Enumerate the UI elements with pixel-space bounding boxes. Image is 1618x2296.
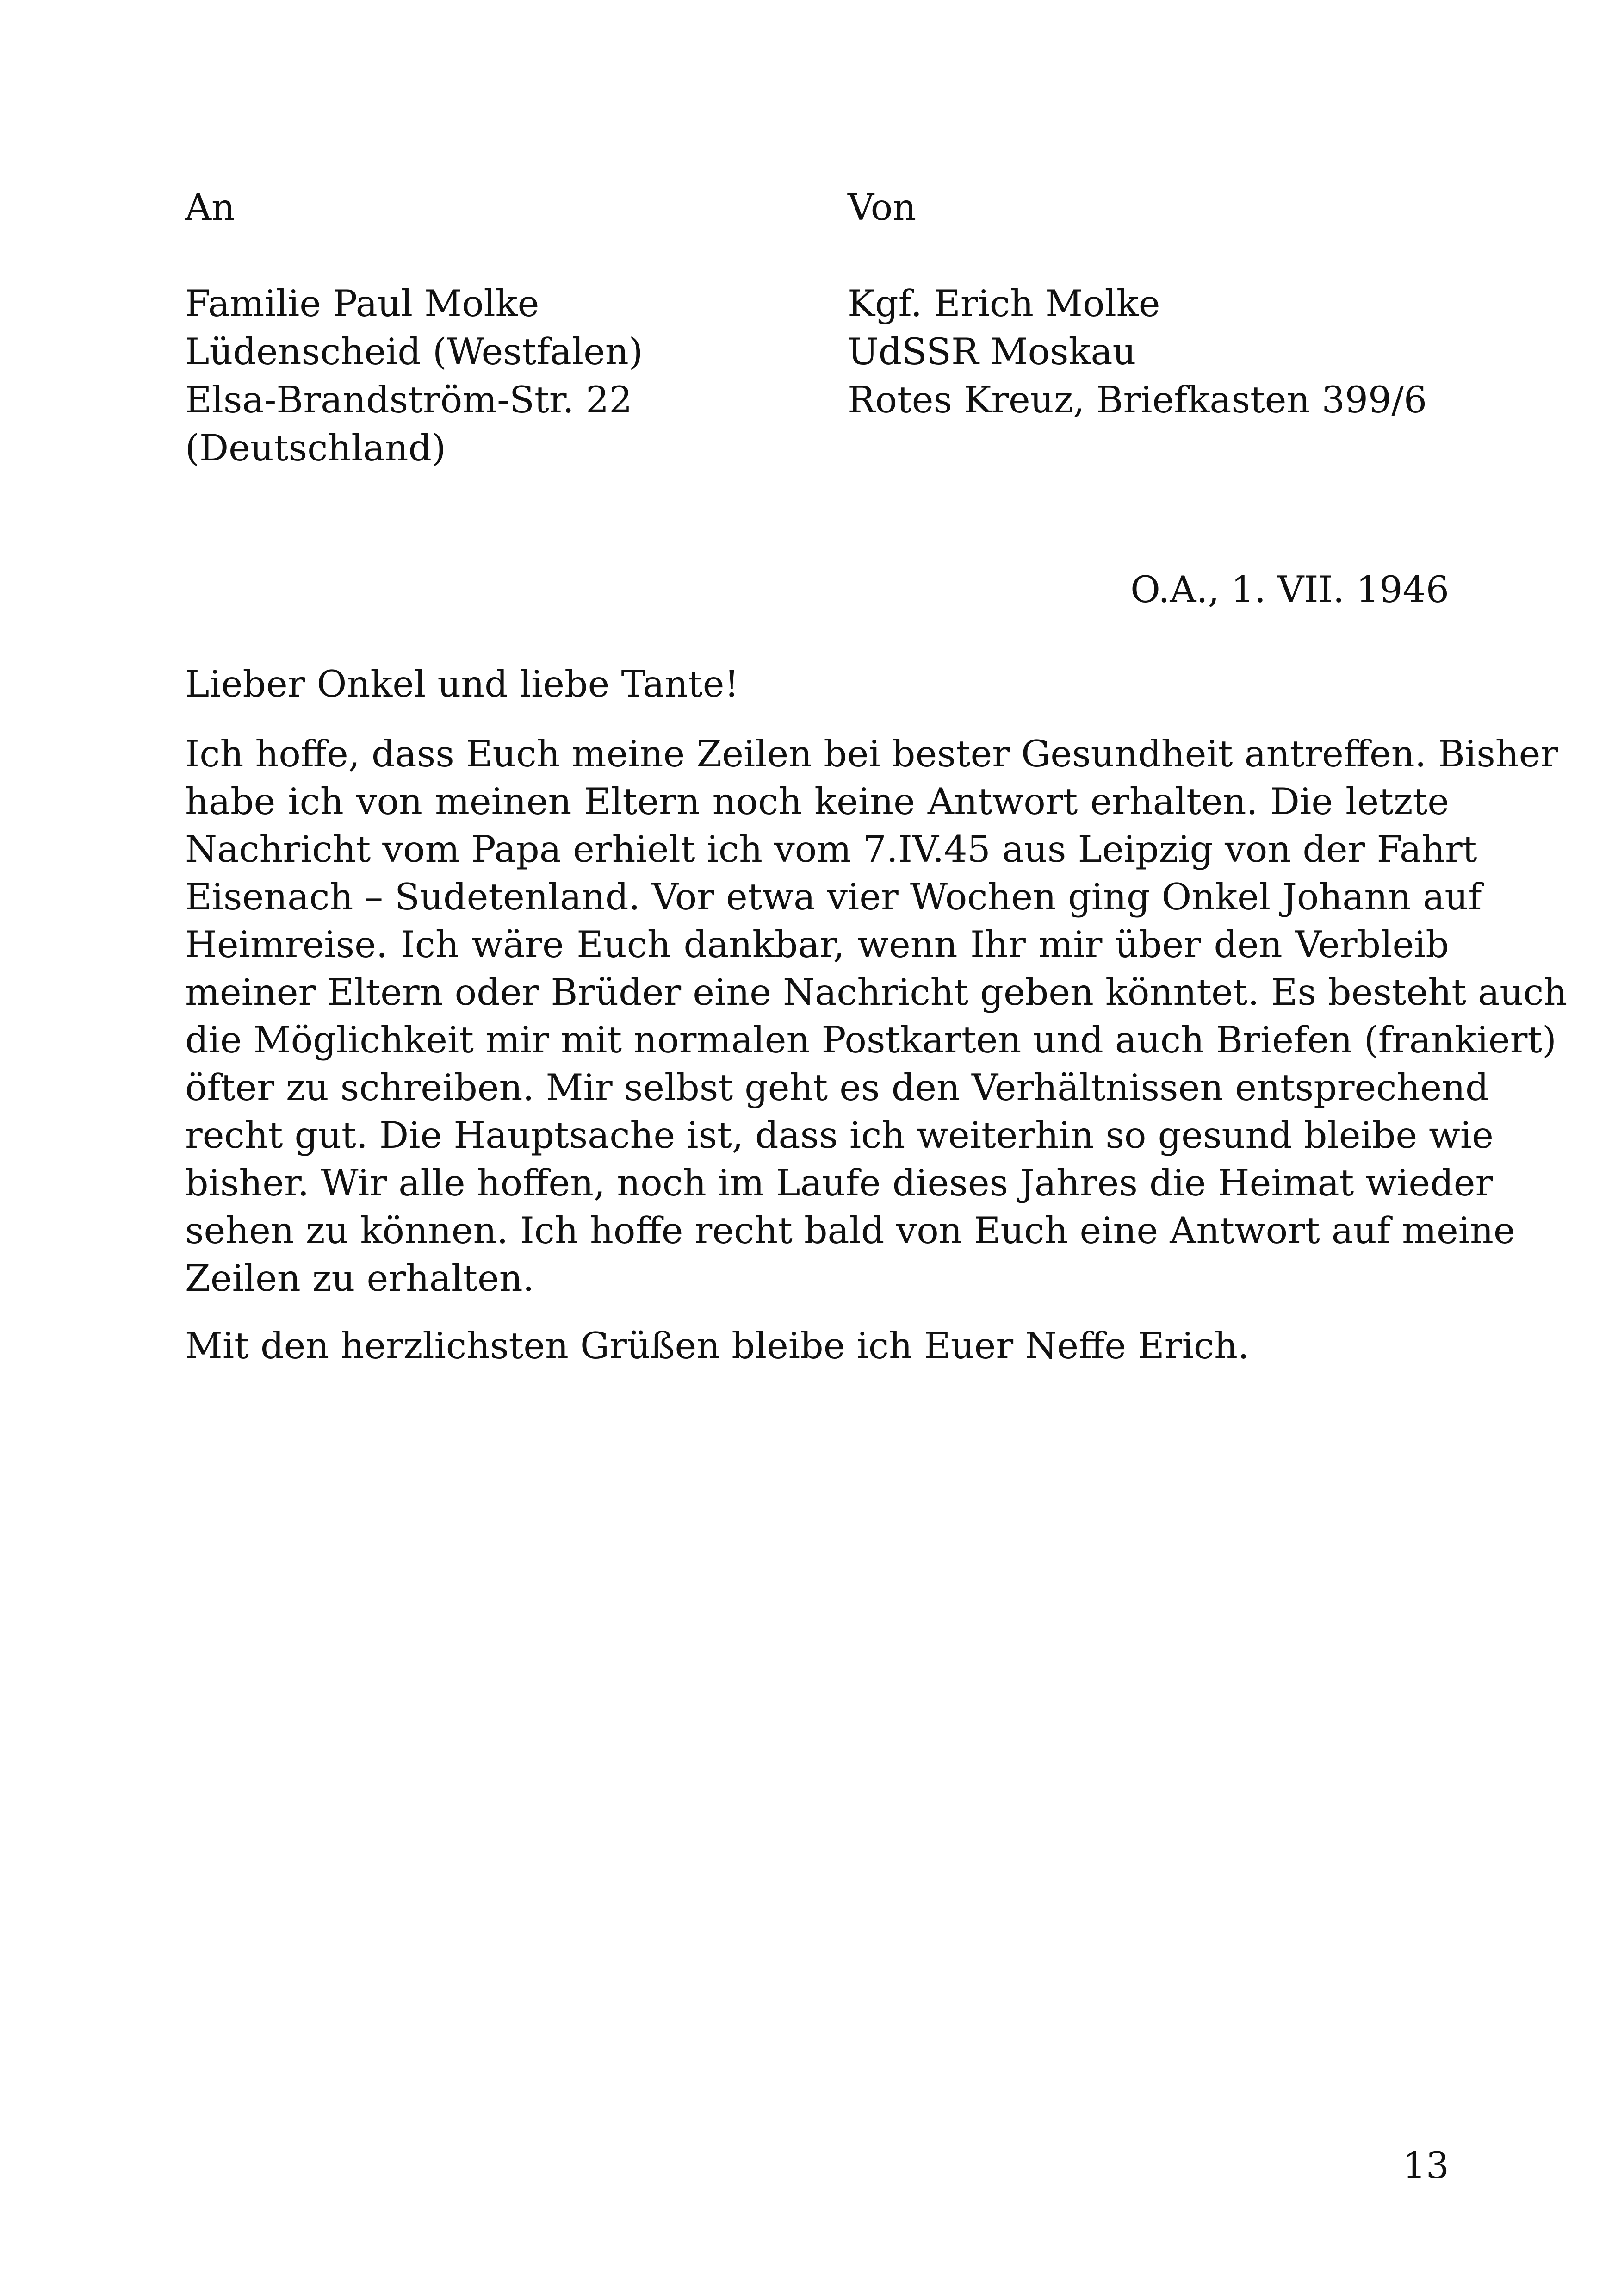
page-number: 13 [1402,2144,1449,2187]
body-line: Eisenach – Sudetenland. Vor etwa vier Wochen ging Onkel Johann auf [185,876,1482,918]
body-line: habe ich von meinen Eltern noch keine Antwort erhalten. Die letzte [185,780,1449,823]
sender-heading: Von [848,186,917,229]
sender-line: UdSSR Moskau [848,330,1136,373]
recipient-line: Elsa-Brandström-Str. 22 [185,379,632,421]
letter-body [185,730,1568,1302]
closing: Mit den herzlichsten Grüßen bleibe ich Euer Neffe Erich. [185,1325,1250,1367]
sender-line: Kgf. Erich Molke [848,282,1160,325]
body-line: die Möglichkeit mir mit normalen Postkarten und auch Briefen (frankiert) [185,1019,1556,1061]
body-line: bisher. Wir alle hoffen, noch im Laufe dieses Jahres die Heimat wieder [185,1162,1493,1204]
recipient-line: Familie Paul Molke [185,282,539,325]
body-line: öfter zu schreiben. Mir selbst geht es den Verhältnissen entsprechend [185,1066,1489,1109]
salutation: Lieber Onkel und liebe Tante! [185,663,739,705]
recipient-line: (Deutschland) [185,427,446,469]
body-line: Zeilen zu erhalten. [185,1257,534,1300]
dateline: O.A., 1. VII. 1946 [1130,568,1449,611]
body-line: Nachricht vom Papa erhielt ich vom 7.IV.45 aus Leipzig von der Fahrt [185,828,1477,871]
recipient-heading: An [185,186,235,229]
body-line: Ich hoffe, dass Euch meine Zeilen bei bester Gesundheit antreffen. Bisher [185,733,1558,775]
recipient-line: Lüdenscheid (Westfalen) [185,330,643,373]
body-line: meiner Eltern oder Brüder eine Nachricht geben könntet. Es besteht auch [185,971,1568,1014]
body-line: Heimreise. Ich wäre Euch dankbar, wenn Ihr mir über den Verbleib [185,923,1449,966]
body-line: recht gut. Die Hauptsache ist, dass ich weiterhin so gesund bleibe wie [185,1114,1494,1157]
body-line: sehen zu können. Ich hoffe recht bald von Euch eine Antwort auf meine [185,1209,1515,1252]
sender-line: Rotes Kreuz, Briefkasten 399/6 [848,379,1427,421]
